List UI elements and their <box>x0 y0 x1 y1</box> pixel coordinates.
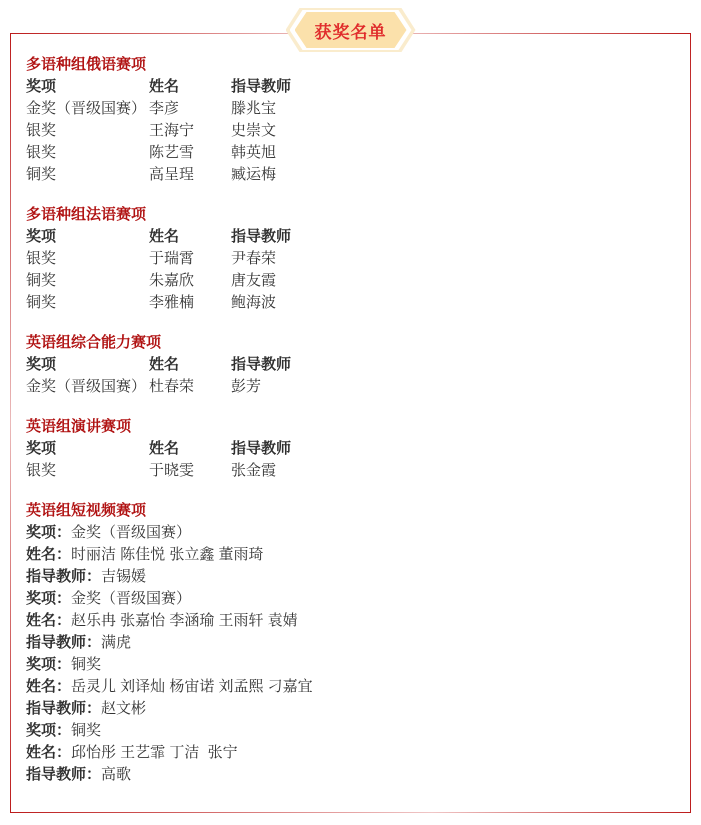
table-row <box>26 376 673 398</box>
teacher-cell: 滕兆宝 <box>231 100 277 117</box>
name-cell: 李彦 <box>149 100 180 117</box>
line-label: 姓名： <box>26 678 72 695</box>
name-cell: 杜春荣 <box>149 378 195 395</box>
names-line <box>26 676 673 698</box>
teacher-line <box>26 698 673 720</box>
table-header-row <box>26 354 673 376</box>
line-label: 姓名： <box>26 612 72 629</box>
line-label: 姓名： <box>26 546 72 563</box>
section-english-speech <box>26 416 673 482</box>
table-header-row <box>26 76 673 98</box>
award-line <box>26 720 673 742</box>
teacher-line <box>26 764 673 786</box>
table-header-row <box>26 226 673 248</box>
award-list-badge <box>286 8 416 52</box>
teacher-cell: 臧运梅 <box>231 166 277 183</box>
table-row <box>26 270 673 292</box>
award-line <box>26 588 673 610</box>
name-cell: 李雅楠 <box>149 294 195 311</box>
award-cell: 金奖（晋级国赛） <box>26 100 147 117</box>
box-border-bottom <box>10 812 691 813</box>
teacher-cell: 彭芳 <box>231 378 262 395</box>
section-english-short-video <box>26 500 673 786</box>
col-header-teacher: 指导教师 <box>231 78 292 95</box>
section-french <box>26 204 673 314</box>
line-label: 奖项： <box>26 590 72 607</box>
col-header-name: 姓名 <box>149 440 180 457</box>
col-header-teacher: 指导教师 <box>231 356 292 373</box>
names-line <box>26 544 673 566</box>
section-russian <box>26 54 673 186</box>
col-header-award: 奖项 <box>26 228 57 245</box>
col-header-name: 姓名 <box>149 78 180 95</box>
award-cell: 铜奖 <box>26 294 57 311</box>
line-label: 姓名： <box>26 744 72 761</box>
col-header-name: 姓名 <box>149 356 180 373</box>
teacher-cell: 尹春荣 <box>231 250 277 267</box>
teacher-cell: 韩英旭 <box>231 144 277 161</box>
table-row <box>26 120 673 142</box>
award-cell: 铜奖 <box>26 272 57 289</box>
teacher-line <box>26 632 673 654</box>
award-box <box>10 33 691 813</box>
award-line <box>26 654 673 676</box>
name-cell: 王海宁 <box>149 122 195 139</box>
table-row <box>26 142 673 164</box>
line-label: 奖项： <box>26 722 72 739</box>
section-title: 英语组短视频赛项 <box>26 502 147 519</box>
award-cell: 金奖（晋级国赛） <box>26 378 147 395</box>
teacher-cell: 史崇文 <box>231 122 277 139</box>
line-label: 指导教师： <box>26 634 102 651</box>
teacher-cell: 唐友霞 <box>231 272 277 289</box>
line-value: 赵文彬 <box>101 700 147 717</box>
col-header-award: 奖项 <box>26 440 57 457</box>
section-title: 英语组演讲赛项 <box>26 418 132 435</box>
award-line <box>26 522 673 544</box>
line-label: 指导教师： <box>26 568 102 585</box>
col-header-award: 奖项 <box>26 356 57 373</box>
box-border-left <box>10 33 11 813</box>
line-value: 岳灵儿 刘译灿 杨宙诺 刘孟熙 刁嘉宜 <box>71 678 313 695</box>
table-header-row <box>26 438 673 460</box>
teacher-line <box>26 566 673 588</box>
names-line <box>26 742 673 764</box>
table-row <box>26 164 673 186</box>
line-label: 奖项： <box>26 656 72 673</box>
table-row <box>26 292 673 314</box>
award-cell: 银奖 <box>26 250 57 267</box>
line-value: 铜奖 <box>71 722 102 739</box>
teacher-cell: 鲍海波 <box>231 294 277 311</box>
line-value: 高歌 <box>101 766 132 783</box>
name-cell: 陈艺雪 <box>149 144 195 161</box>
name-cell: 于晓雯 <box>149 462 195 479</box>
line-label: 奖项： <box>26 524 72 541</box>
section-title: 多语种组俄语赛项 <box>26 56 147 73</box>
section-title: 英语组综合能力赛项 <box>26 334 162 351</box>
col-header-teacher: 指导教师 <box>231 440 292 457</box>
name-cell: 高呈珵 <box>149 166 195 183</box>
award-cell: 银奖 <box>26 462 57 479</box>
line-value: 铜奖 <box>71 656 102 673</box>
line-value: 邱怡彤 王艺霏 丁洁 张宁 <box>71 744 238 761</box>
section-english-comprehensive <box>26 332 673 398</box>
box-border-right <box>690 33 691 813</box>
table-row <box>26 460 673 482</box>
line-label: 指导教师： <box>26 766 102 783</box>
col-header-name: 姓名 <box>149 228 180 245</box>
award-cell: 铜奖 <box>26 166 57 183</box>
table-row <box>26 98 673 120</box>
table-row <box>26 248 673 270</box>
award-cell: 银奖 <box>26 122 57 139</box>
line-value: 吉锡媛 <box>101 568 147 585</box>
line-value: 时丽洁 陈佳悦 张立鑫 董雨琦 <box>71 546 264 563</box>
section-title: 多语种组法语赛项 <box>26 206 147 223</box>
line-value: 金奖（晋级国赛） <box>71 524 192 541</box>
award-cell: 银奖 <box>26 144 57 161</box>
line-label: 指导教师： <box>26 700 102 717</box>
col-header-award: 奖项 <box>26 78 57 95</box>
teacher-cell: 张金霞 <box>231 462 277 479</box>
name-cell: 朱嘉欣 <box>149 272 195 289</box>
names-line <box>26 610 673 632</box>
line-value: 满虎 <box>101 634 132 651</box>
line-value: 金奖（晋级国赛） <box>71 590 192 607</box>
name-cell: 于瑞霄 <box>149 250 195 267</box>
col-header-teacher: 指导教师 <box>231 228 292 245</box>
badge-title: 获奖名单 <box>314 22 387 42</box>
line-value: 赵乐冉 张嘉怡 李涵瑜 王雨轩 袁婧 <box>71 612 298 629</box>
